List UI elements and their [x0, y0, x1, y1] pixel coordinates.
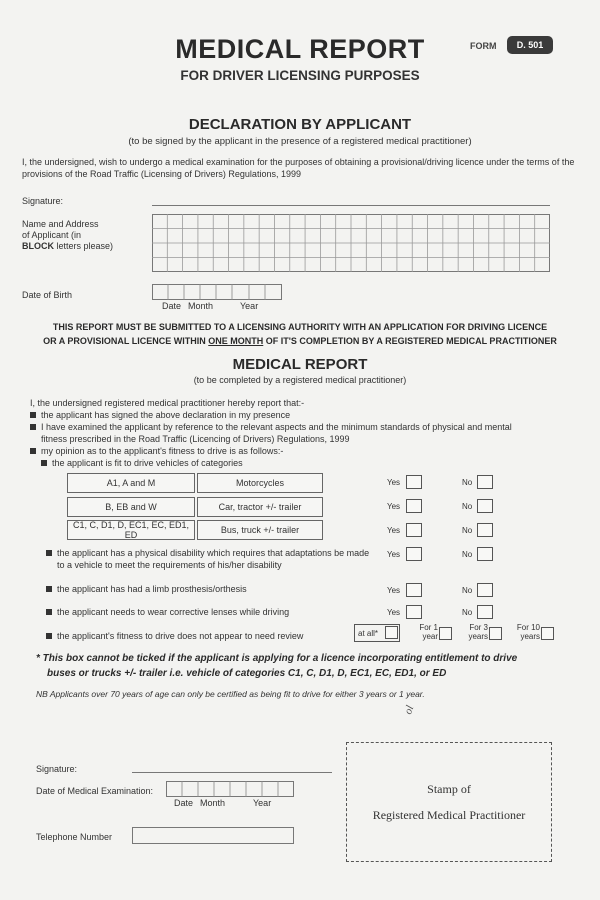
no-label: No [462, 478, 473, 487]
no-label: No [462, 550, 473, 559]
no-checkbox-car[interactable] [477, 499, 493, 513]
bullet-icon [41, 460, 47, 466]
review-10-years-checkbox[interactable] [541, 627, 554, 640]
form-label: FORM [470, 41, 497, 51]
yes-checkbox-lenses[interactable] [406, 605, 422, 619]
no-checkbox-lenses[interactable] [477, 605, 493, 619]
bullet-icon [46, 586, 52, 592]
medical-heading: MEDICAL REPORT [232, 356, 368, 373]
practitioner-signature-label: Signature: [36, 764, 78, 774]
no-label: No [462, 502, 473, 511]
yes-checkbox-motorcycles[interactable] [406, 475, 422, 489]
disability-statement: the applicant has a physical disability which requires that adaptations be made [46, 547, 369, 559]
name-address-label-2: of Applicant (in [22, 230, 82, 240]
medical-note: (to be completed by a registered medical practitioner) [193, 375, 407, 385]
yes-checkbox-car[interactable] [406, 499, 422, 513]
no-label: No [462, 526, 473, 535]
asterisk-note-1: * This box cannot be ticked if the applicant is applying for a licence incorporating entitlement to drive [36, 653, 518, 664]
bullet-examined-cont: fitness prescribed in the Road Traffic (Licencing of Drivers) Regulations, 1999 [41, 434, 350, 444]
handwritten-mark: ol [402, 703, 417, 717]
dob-year-label: Year [240, 301, 259, 311]
practitioner-signature-line[interactable] [132, 772, 332, 773]
review-3-years-checkbox[interactable] [489, 627, 502, 640]
yes-label: Yes [387, 526, 401, 535]
bullet-icon [30, 412, 36, 418]
review-1-year-checkbox[interactable] [439, 627, 452, 640]
dob-label: Date of Birth [22, 290, 73, 300]
no-checkbox-prosthesis[interactable] [477, 583, 493, 597]
exam-day-label: Date [174, 798, 194, 808]
telephone-label: Telephone Number [36, 832, 113, 842]
form-number-badge: D. 501 [507, 36, 553, 54]
category-codes-2: B, EB and W [67, 497, 195, 517]
name-address-grid[interactable] [152, 214, 550, 272]
exam-date-label: Date of Medical Examination: [36, 786, 154, 796]
bullet-icon [46, 633, 52, 639]
applicant-signature-label: Signature: [22, 196, 64, 206]
yes-checkbox-prosthesis[interactable] [406, 583, 422, 597]
declaration-note: (to be signed by the applicant in the presence of a registered medical practitioner) [128, 136, 472, 147]
nb-note: NB Applicants over 70 years of age can only be certified as being fit to drive for either 3 years or 1 year. [36, 689, 425, 699]
review-10-years-label: For 10 years [516, 623, 540, 641]
yes-checkbox-disability[interactable] [406, 547, 422, 561]
bullet-fit-categories: the applicant is fit to drive vehicles of categories [41, 457, 243, 469]
exam-year-label: Year [253, 798, 272, 808]
stamp-line-1: Stamp of [427, 782, 471, 796]
review-1-year-label: For 1 year [419, 623, 438, 641]
applicant-signature-line[interactable] [152, 205, 550, 206]
no-checkbox-motorcycles[interactable] [477, 475, 493, 489]
bullet-declaration: the applicant has signed the above declaration in my presence [30, 409, 290, 421]
stamp-box [346, 742, 552, 862]
category-desc-3: Bus, truck +/- trailer [197, 520, 323, 540]
bullet-examined: I have examined the applicant by reference to the relevant aspects and the minimum standards of physical and mental [30, 421, 512, 433]
declaration-heading: DECLARATION BY APPLICANT [188, 116, 412, 133]
no-label: No [462, 608, 473, 617]
review-at-all-checkbox[interactable] [385, 626, 398, 639]
review-at-all-option [354, 624, 400, 642]
category-desc-1: Motorcycles [197, 473, 323, 493]
declaration-body: I, the undersigned, wish to undergo a medical examination for the purposes of obtaining a provisional/driving licence under the terms of the provisions of the Road Traffic (Licensing of Drivers) Regulations, 1999 [22, 157, 575, 179]
page-title: MEDICAL REPORT [175, 34, 425, 64]
review-at-all-label: at all* [358, 629, 379, 638]
stamp-line-2: Registered Medical Practitioner [372, 808, 526, 822]
category-codes-3: C1, C, D1, D, EC1, EC, ED1, ED [67, 520, 195, 540]
name-address-label-1: Name and Address [22, 219, 99, 229]
bullet-icon [30, 424, 36, 430]
notice-line-2: OR A PROVISIONAL LICENCE WITHIN ONE MONTH OF IT'S COMPLETION BY A REGISTERED MEDICAL PRACTITIONER [43, 336, 557, 346]
asterisk-note-2: buses or trucks +/- trailer i.e. vehicle of categories C1, C, D1, D, EC1, EC, ED1, or ED [47, 668, 447, 679]
exam-date-boxes[interactable] [166, 781, 294, 797]
dob-day-label: Date [162, 301, 182, 311]
category-codes-1: A1, A and M [67, 473, 195, 493]
bullet-opinion: my opinion as to the applicant's fitness to drive is as follows:- [30, 445, 283, 457]
no-checkbox-disability[interactable] [477, 547, 493, 561]
bullet-icon [46, 609, 52, 615]
yes-label: Yes [387, 608, 401, 617]
yes-label: Yes [387, 502, 401, 511]
prosthesis-statement: the applicant has had a limb prosthesis/orthesis [46, 583, 247, 595]
dob-boxes[interactable] [152, 284, 282, 300]
dob-month-label: Month [188, 301, 214, 311]
yes-label: Yes [387, 478, 401, 487]
medical-intro: I, the undersigned registered medical practitioner hereby report that:- [30, 398, 305, 408]
no-label: No [462, 586, 473, 595]
exam-month-label: Month [200, 798, 226, 808]
no-checkbox-bus[interactable] [477, 523, 493, 537]
yes-label: Yes [387, 550, 401, 559]
category-desc-2: Car, tractor +/- trailer [197, 497, 323, 517]
page-subtitle: FOR DRIVER LICENSING PURPOSES [180, 68, 420, 83]
yes-label: Yes [387, 586, 401, 595]
review-statement: the applicant's fitness to drive does not appear to need review [46, 630, 303, 642]
name-address-label-3: BLOCK letters please) [22, 241, 114, 251]
telephone-field[interactable] [132, 827, 294, 844]
bullet-icon [30, 448, 36, 454]
yes-checkbox-bus[interactable] [406, 523, 422, 537]
disability-statement-cont: to a vehicle to meet the requirements of his/her disability [57, 560, 282, 570]
notice-line-1: THIS REPORT MUST BE SUBMITTED TO A LICENSING AUTHORITY WITH AN APPLICATION FOR DRIVING LICENCE [52, 322, 548, 332]
bullet-icon [46, 550, 52, 556]
lenses-statement: the applicant needs to wear corrective lenses while driving [46, 606, 289, 618]
review-3-years-label: For 3 years [468, 623, 488, 641]
